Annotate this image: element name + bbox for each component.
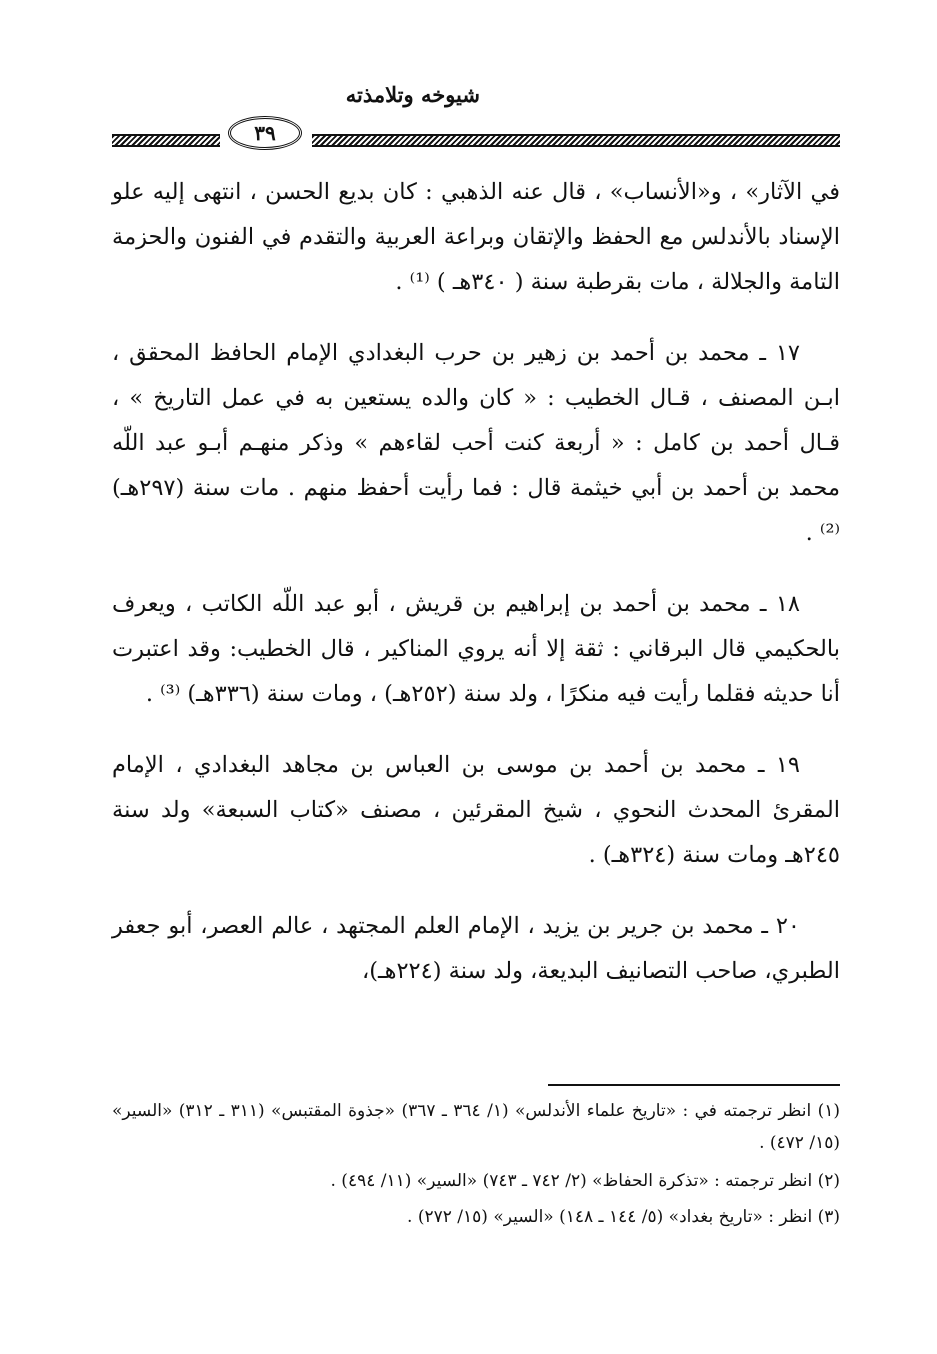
paragraph-entry-18: ١٨ ـ محمد بن أحمد بن إبراهيم بن قريش ، أبو عبد اللّه الكاتب ، ويعرف بالحكيمي قال البرقاني : ثقة إلا أنه يروي المناكير ، قال الخطيب: وقد اعتبرت أنا حديثه فقلما رأيت فيه منكرًا ، ولد سنة (٢٥٢هـ) ، ومات سنة (٣٣٦هـ) ⁽³⁾ . bbox=[112, 591, 840, 707]
paragraph-entry-17: ١٧ ـ محمد بن أحمد بن زهير بن حرب البغدادي الإمام الحافظ المحقق ، ابـن المصنف ، قـال الخطيب : « كان والده يستعين به في عمل التاريخ » ، قـال أحمد بن كامل : « أربعة كنت أحب لقاءهم » وذكر منهـم أبـو عبد اللّه محمد بن أحمد بن أبي خيثمة قال : فما رأيت أحفظ منهم . مات سنة (٢٩٧هـ) ⁽²⁾ . bbox=[112, 340, 840, 546]
footnote-separator bbox=[548, 1084, 840, 1086]
paragraph-entry-19: ١٩ ـ محمد بن أحمد بن موسى بن العباس بن مجاهد البغدادي ، الإمام المقرئ المحدث النحوي ، شيخ المقرئين ، مصنف «كتاب السبعة» ولد سنة ٢٤٥هـ ومات سنة (٣٢٤هـ) . bbox=[112, 752, 840, 868]
footnote-3: (٣) انظر : «تاريخ بغداد» (٥/ ١٤٤ ـ ١٤٨) «السير» (١٥/ ٢٧٢) . bbox=[407, 1207, 840, 1227]
main-text bbox=[112, 170, 840, 1020]
header-rule-right bbox=[312, 134, 840, 147]
footnote-1: (١) انظر ترجمته في : «تاريخ علماء الأندلس» (١/ ٣٦٤ ـ ٣٦٧) «جذوة المقتبس» (٣١١ ـ ٣١٢) «السير» (١٥/ ٤٧٢) . bbox=[112, 1101, 840, 1153]
paragraph-entry-20: ٢٠ ـ محمد بن جرير بن يزيد ، الإمام العلم المجتهد ، عالم العصر، أبو جعفر الطبري، صاحب التصانيف البديعة، ولد سنة (٢٢٤هـ)، bbox=[112, 913, 840, 984]
footnote-2: (٢) انظر ترجمته : «تذكرة الحفاظ» (٢/ ٧٤٢ ـ ٧٤٣) «السير» (١١/ ٤٩٤) . bbox=[330, 1171, 840, 1191]
header-rule-left bbox=[112, 134, 220, 147]
running-header-title: شيوخه وتلامذته bbox=[345, 82, 480, 107]
footnotes bbox=[112, 1095, 840, 1237]
page-number: ٣٩ bbox=[228, 116, 302, 150]
paragraph-continuation: في الآثار» ، و«الأنساب» ، قال عنه الذهبي : كان بديع الحسن ، انتهى إليه علو الإسناد بالأندلس مع الحفظ والإتقان وبراعة العربية والتقدم في الفنون والحزمة التامة والجلالة ، مات بقرطبة سنة ( ٣٤٠هـ ) ⁽¹⁾ . bbox=[112, 179, 840, 295]
